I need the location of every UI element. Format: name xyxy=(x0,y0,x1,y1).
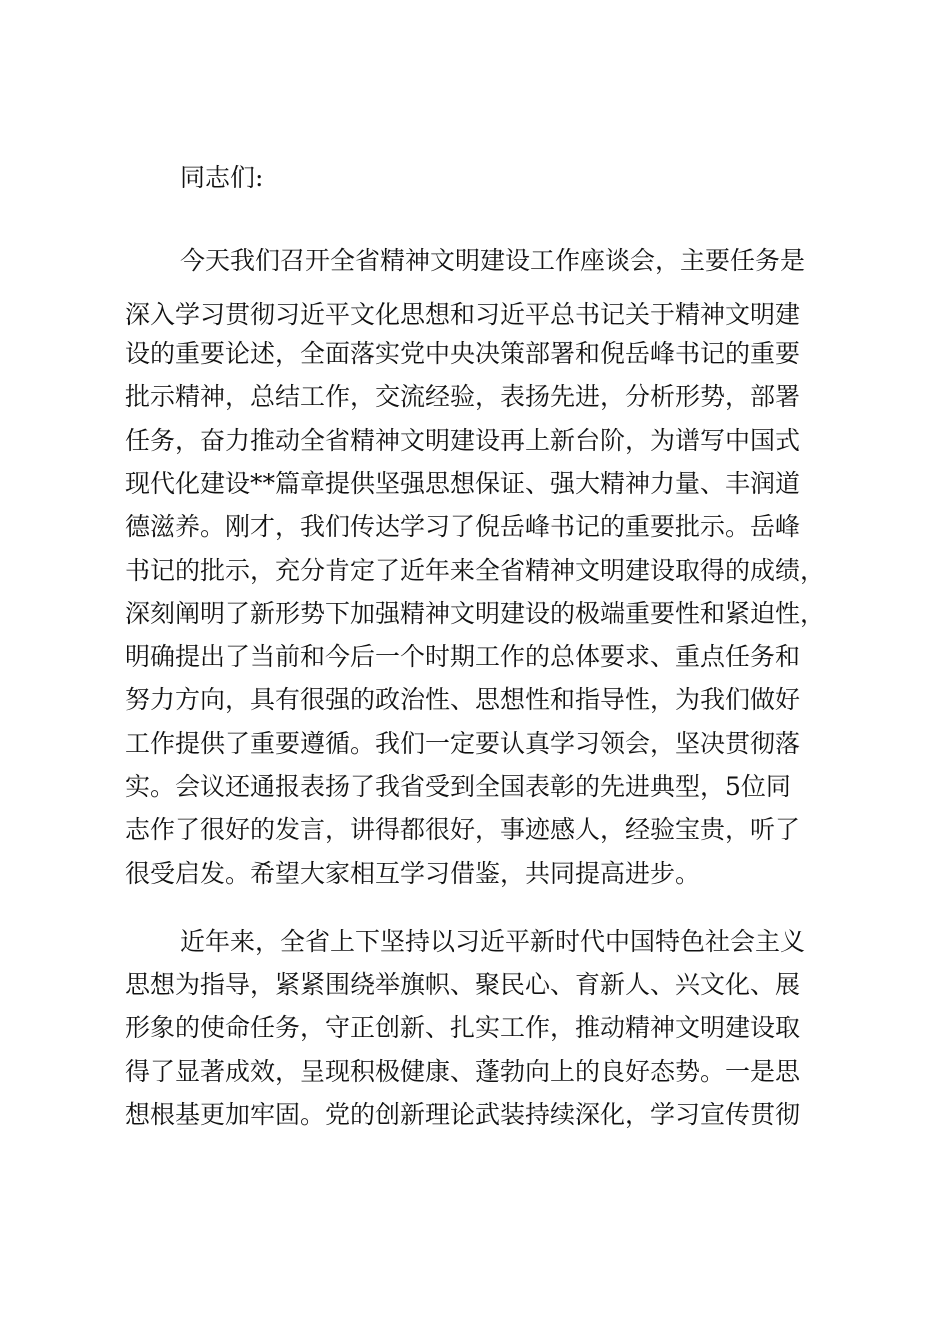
paragraph-text: 形象的使命任务，守正创新、扎实工作，推动精神文明建设取 xyxy=(125,1013,801,1042)
paragraph-text: 努力方向，具有很强的政治性、思想性和指导性，为我们做好 xyxy=(125,685,801,714)
paragraph-line xyxy=(0,510,950,544)
paragraph-line xyxy=(0,727,950,761)
paragraph-line xyxy=(0,337,950,371)
paragraph-line xyxy=(0,1011,950,1045)
paragraph-text: 德滋养。刚才，我们传达学习了倪岳峰书记的重要批示。岳峰 xyxy=(125,512,801,541)
paragraph-line xyxy=(0,968,950,1002)
paragraph-text: 近年来，全省上下坚持以习近平新时代中国特色社会主义 xyxy=(180,927,806,956)
paragraph-line xyxy=(0,925,950,959)
paragraph-line xyxy=(0,857,950,891)
paragraph-line xyxy=(0,298,950,332)
paragraph-text: 深入学习贯彻习近平文化思想和习近平总书记关于精神文明建 xyxy=(125,300,801,329)
greeting-line xyxy=(0,161,950,195)
paragraph-text: 思想为指导，紧紧围绕举旗帜、聚民心、育新人、兴文化、展 xyxy=(125,970,801,999)
paragraph-text: 得了显著成效，呈现积极健康、蓬勃向上的良好态势。一是思 xyxy=(125,1057,801,1086)
paragraph-text: 志作了很好的发言，讲得都很好，事迹感人，经验宝贵，听了 xyxy=(125,815,801,844)
paragraph-line xyxy=(0,424,950,458)
greeting: 同志们: xyxy=(180,163,264,192)
paragraph-line xyxy=(0,770,950,804)
paragraph-line xyxy=(0,1055,950,1089)
paragraph-line xyxy=(0,813,950,847)
paragraph-text: 今天我们召开全省精神文明建设工作座谈会，主要任务是 xyxy=(180,246,806,275)
paragraph-text: 工作提供了重要遵循。我们一定要认真学习领会，坚决贯彻落 xyxy=(125,729,801,758)
paragraph-text: 很受启发。希望大家相互学习借鉴，共同提高进步。 xyxy=(125,859,701,888)
paragraph-text: 实。会议还通报表扬了我省受到全国表彰的先进典型，5位同 xyxy=(125,772,791,801)
paragraph-line xyxy=(0,244,950,278)
paragraph-line xyxy=(0,554,950,588)
paragraph-line xyxy=(0,380,950,414)
paragraph-text: 明确提出了当前和今后一个时期工作的总体要求、重点任务和 xyxy=(125,642,801,671)
paragraph-text: 任务，奋力推动全省精神文明建设再上新台阶，为谱写中国式 xyxy=(125,426,801,455)
paragraph-text: 书记的批示，充分肯定了近年来全省精神文明建设取得的成绩， xyxy=(125,556,826,585)
paragraph-line xyxy=(0,640,950,674)
paragraph-text: 批示精神，总结工作，交流经验，表扬先进，分析形势，部署 xyxy=(125,382,801,411)
paragraph-line xyxy=(0,683,950,717)
paragraph-line xyxy=(0,1098,950,1132)
paragraph-text: 现代化建设**篇章提供坚强思想保证、强大精神力量、丰润道 xyxy=(125,469,801,498)
paragraph-text: 设的重要论述，全面落实党中央决策部署和倪岳峰书记的重要 xyxy=(125,339,801,368)
paragraph-line xyxy=(0,597,950,631)
paragraph-text: 深刻阐明了新形势下加强精神文明建设的极端重要性和紧迫性， xyxy=(125,599,826,628)
paragraph-text: 想根基更加牢固。党的创新理论武装持续深化，学习宣传贯彻 xyxy=(125,1100,801,1129)
paragraph-line xyxy=(0,467,950,501)
